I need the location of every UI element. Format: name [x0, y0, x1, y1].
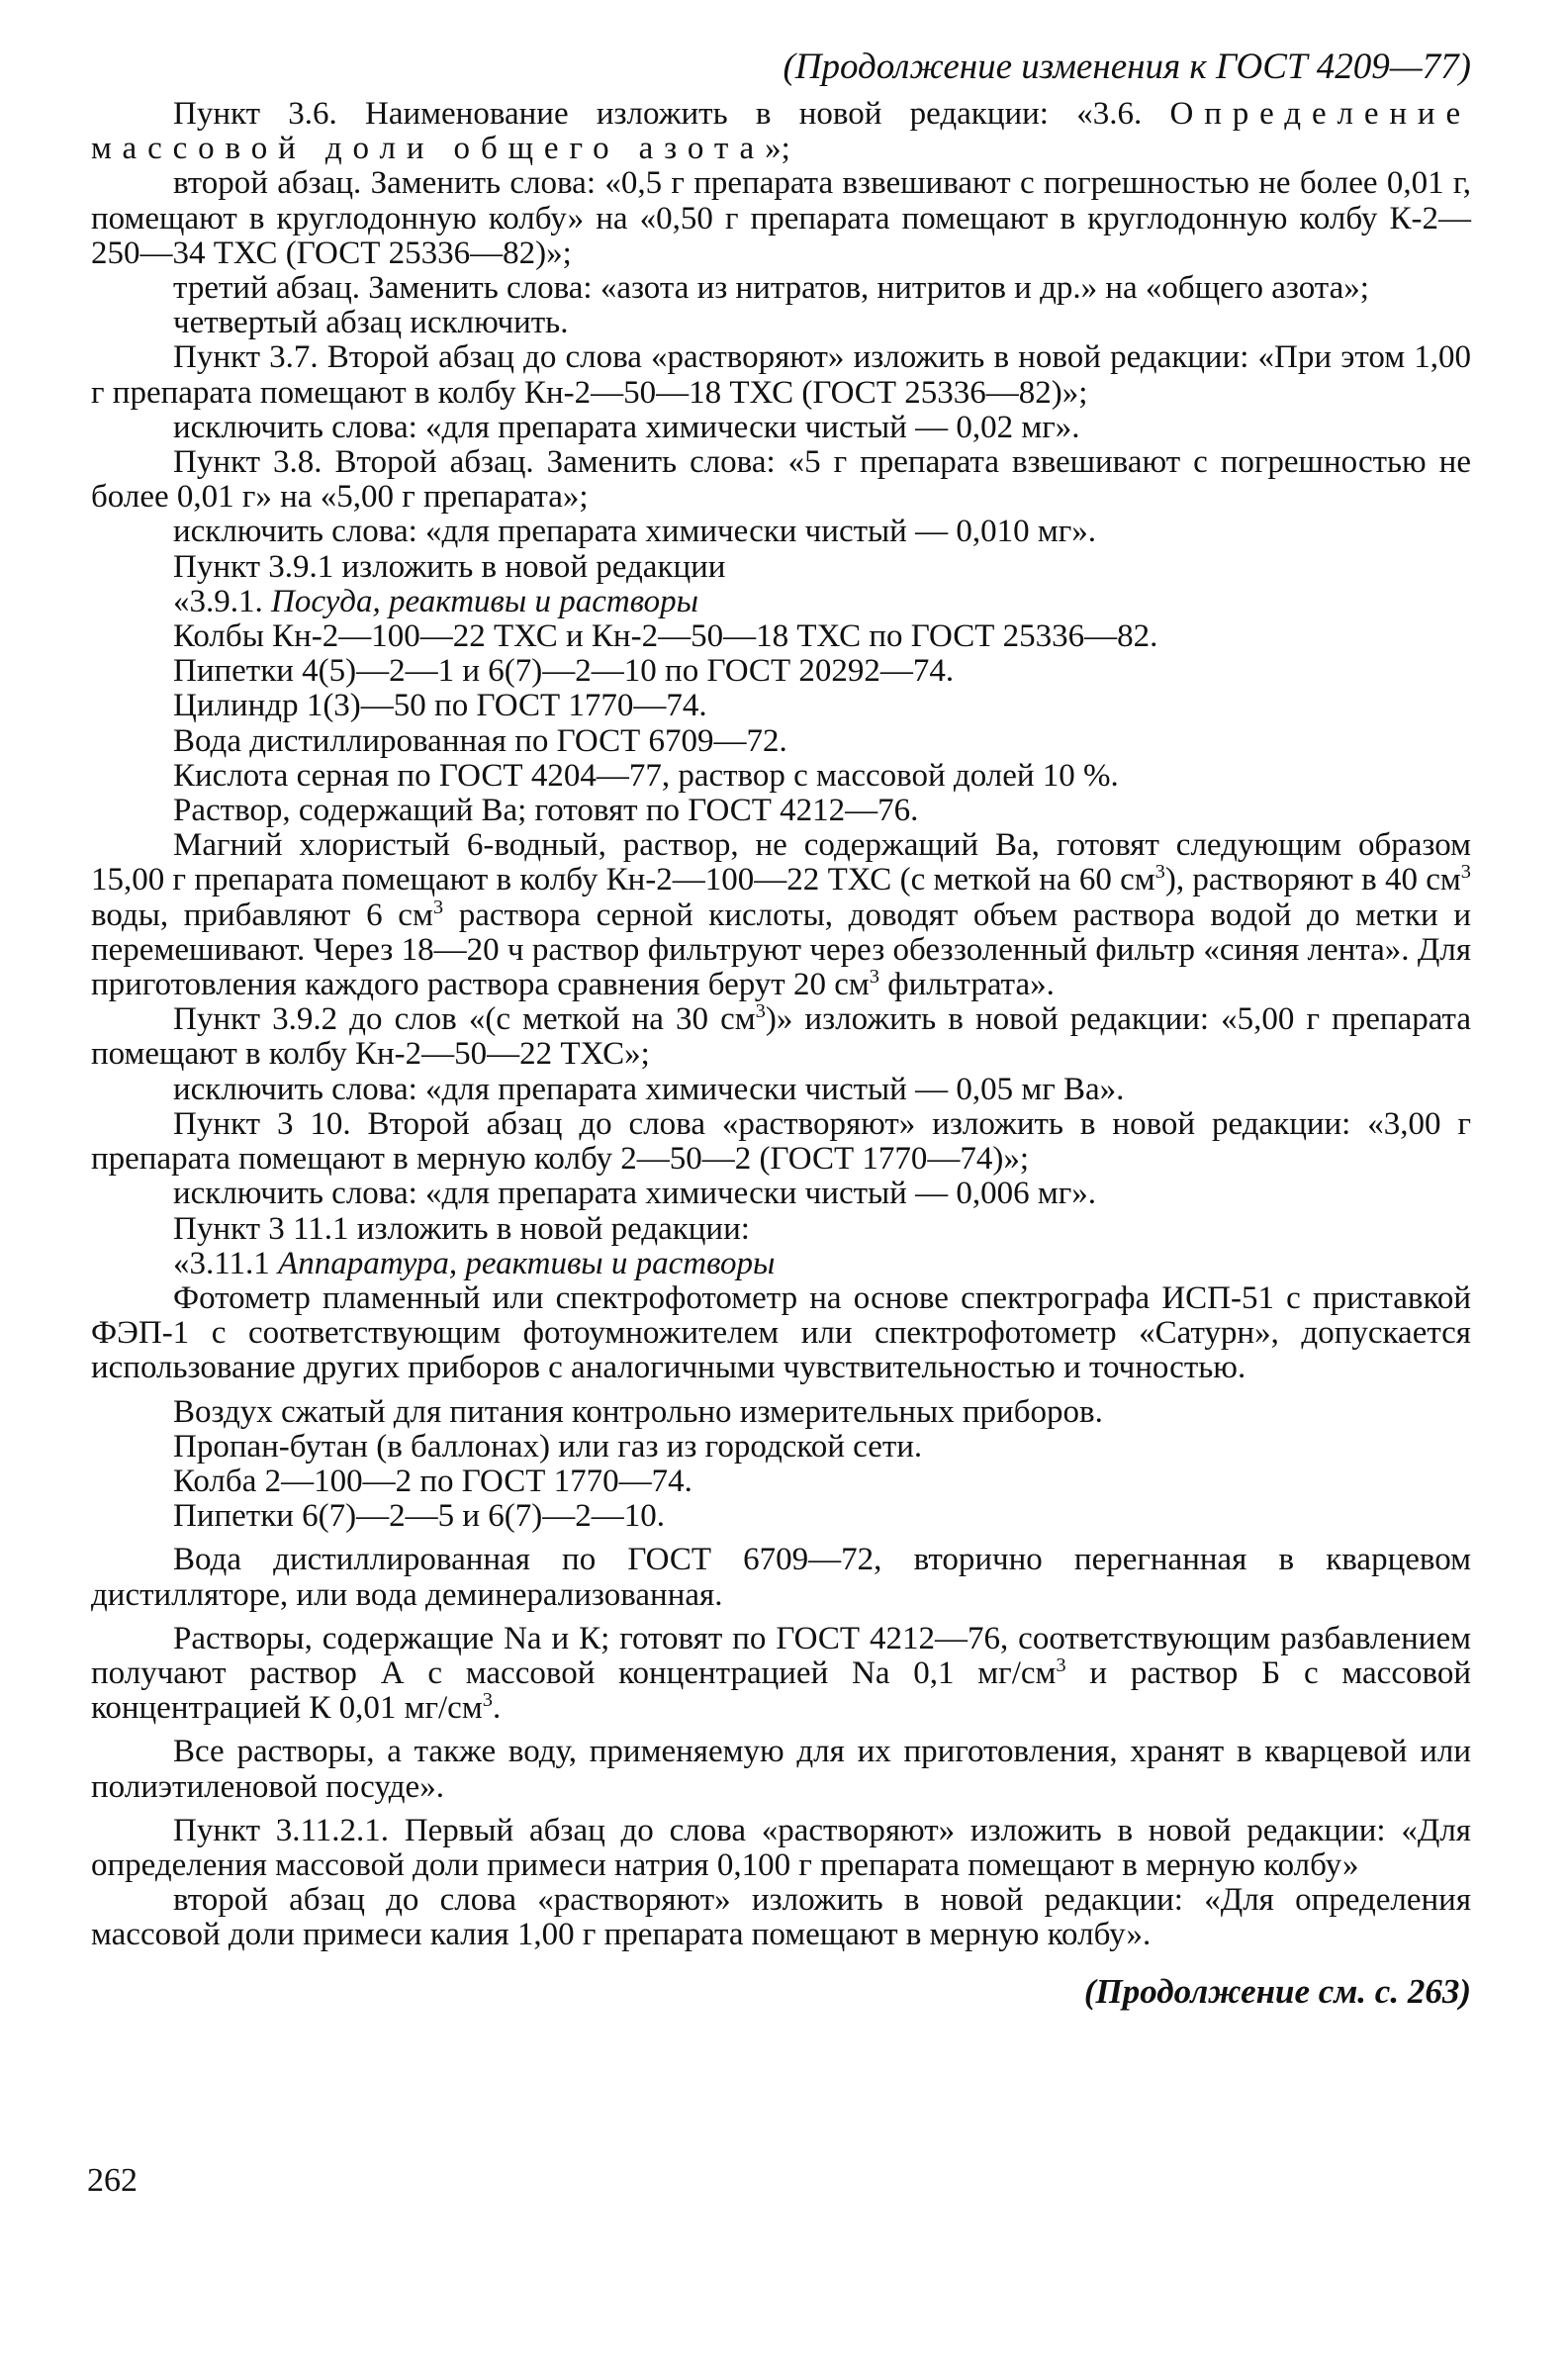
list-item: Колбы Кн-2—100—22 ТХС и Кн-2—50—18 ТХС по ГОСТ 25336—82.	[173, 618, 1158, 655]
paragraph-3-8: Пункт 3.8. Второй абзац. Заменить слова: «5 г препарата взвешивают с погрешностью не более 0,01 г» на «5,00 г препарата»;	[91, 444, 1471, 516]
distilled-water-paragraph: Вода дистиллированная по ГОСТ 6709—72, вторично перегнанная в кварцевом дистилляторе, или вода деминерализованная.	[91, 1542, 1471, 1613]
solutions-paragraph: Растворы, содержащие Na и К; готовят по ГОСТ 4212—76, соответствующим разбавлением получают раствор А с массовой концентрацией Na 0,1 $мг/см^3$ и раствор Б с массовой концентрацией К 0,01 $мг/см^3$.	[91, 1620, 1471, 1727]
paragraph-3-10-exclude: исключить слова: «для препарата химически чистый — 0,006 мг».	[173, 1176, 1097, 1212]
list-item: Воздух сжатый для питания контрольно измерительных приборов.	[173, 1393, 1103, 1430]
paragraph-3-8-exclude: исключить слова: «для препарата химически чистый — 0,010 мг».	[173, 514, 1097, 550]
list-item: Раствор, содержащий Ва; готовят по ГОСТ 4212—76.	[173, 793, 919, 829]
paragraph-3-11-2-1-second: второй абзац до слова «растворяют» изложить в новой редакции: «Для определения массовой доли примеси калия 1,00 г препарата помещают в мерную колбу».	[91, 1882, 1471, 1953]
paragraph-3-11-2-1: Пункт 3.11.2.1. Первый абзац до слова «растворяют» изложить в новой редакции: «Для определения массовой доли примеси натрия 0,100 г препарата помещают в мерную колбу»	[91, 1812, 1471, 1883]
continuation-footer: (Продолжение см. с. 263)	[1083, 1971, 1471, 2011]
paragraph-3-6: Пункт 3.6. Наименование изложить в новой редакции: «3.6. Определение массовой доли общего азота»;	[91, 96, 1472, 167]
paragraph-3-6-second: второй абзац. Заменить слова: «0,5 г препарата взвешивают с погрешностью не более 0,01 г, помещают в круглодонную колбу» на «0,50 г препарата помещают в круглодонную колбу К-2—250—34 ТХС (ГОСТ 25336—82)»;	[91, 165, 1471, 271]
spaced-heading: Определение массовой доли общего азота	[91, 96, 1472, 167]
continuation-header: (Продолжение изменения к ГОСТ 4209—77)	[783, 47, 1471, 87]
photometer-paragraph: Фотометр пламенный или спектрофотометр на основе спектрографа ИСП-51 с приставкой ФЭП-1 с соответствующим фотоумножителем или спектрофотометр «Сатурн», допускается использование других приборов с аналогичными чувствительностью и точностью.	[91, 1279, 1471, 1386]
paragraph-3-9-2-exclude: исключить слова: «для препарата химически чистый — 0,05 мг Ва».	[173, 1071, 1125, 1107]
list-item: Пипетки 4(5)—2—1 и 6(7)—2—10 по ГОСТ 20292—74.	[173, 653, 955, 690]
paragraph-3-10: Пункт 3 10. Второй абзац до слова «растворяют» изложить в новой редакции: «3,00 г препарата помещают в мерную колбу 2—50—2 (ГОСТ 1770—74)»;	[91, 1105, 1471, 1178]
section-3-11-1-title: «3.11.1 Аппаратура, реактивы и растворы	[173, 1245, 776, 1281]
paragraph-3-7: Пункт 3.7. Второй абзац до слова «растворяют» изложить в новой редакции: «При этом 1,00 г препарата помещают в колбу Кн-2—50—18 ТХС (ГОСТ 25336—82)»;	[91, 339, 1471, 411]
paragraph-3-6-fourth: четвертый абзац исключить.	[173, 305, 569, 341]
paragraph-3-7-exclude: исключить слова: «для препарата химически чистый — 0,02 мг».	[173, 409, 1080, 445]
paragraph-3-9-2: Пункт 3.9.2 до слов «(с меткой на 30 $см^3$)» изложить в новой редакции: «5,00 г препарата помещают в колбу Кн-2—50—22 ТХС»;	[91, 1000, 1471, 1073]
paragraph-3-11-1: Пункт 3 11.1 изложить в новой редакции:	[173, 1210, 750, 1247]
list-item: Вода дистиллированная по ГОСТ 6709—72.	[173, 722, 787, 759]
paragraph-3-9-1: Пункт 3.9.1 изложить в новой редакции	[173, 548, 726, 585]
magnesium-chloride-paragraph: Магний хлористый 6-водный, раствор, не содержащий Ва, готовят следующим образом 15,00 г препарата помещают в колбу Кн-2—100—22 ТХС (с меткой на 60 $см^3$), растворяют в 40 $см^3$ воды, прибавляют 6 $см^3$ раствора серной кислоты, доводят объем раствора водой до метки и перемешивают. Через 18—20 ч раствор фильтруют через обеззоленный фильтр «синяя лента». Для приготовления каждого раствора сравнения берут 20 $см^3$ фильтрата».	[91, 827, 1471, 1003]
document-page	[91, 42, 1471, 2015]
list-item: Цилиндр 1(3)—50 по ГОСТ 1770—74.	[173, 688, 707, 724]
page-number: 262	[87, 2162, 138, 2199]
list-item: Кислота серная по ГОСТ 4204—77, раствор с массовой долей 10 %.	[173, 757, 1119, 794]
list-item: Пипетки 6(7)—2—5 и 6(7)—2—10.	[173, 1498, 666, 1535]
paragraph-3-6-third: третий абзац. Заменить слова: «азота из нитратов, нитритов и др.» на «общего азота»;	[173, 270, 1369, 307]
list-item: Пропан-бутан (в баллонах) или газ из городской сети.	[173, 1428, 923, 1464]
section-3-9-1-title: «3.9.1. Посуда, реактивы и растворы	[173, 583, 698, 619]
storage-paragraph: Все растворы, а также воду, применяемую для их приготовления, хранят в кварцевой или полиэтиленовой посуде».	[91, 1734, 1471, 1805]
list-item: Колба 2—100—2 по ГОСТ 1770—74.	[173, 1463, 692, 1499]
